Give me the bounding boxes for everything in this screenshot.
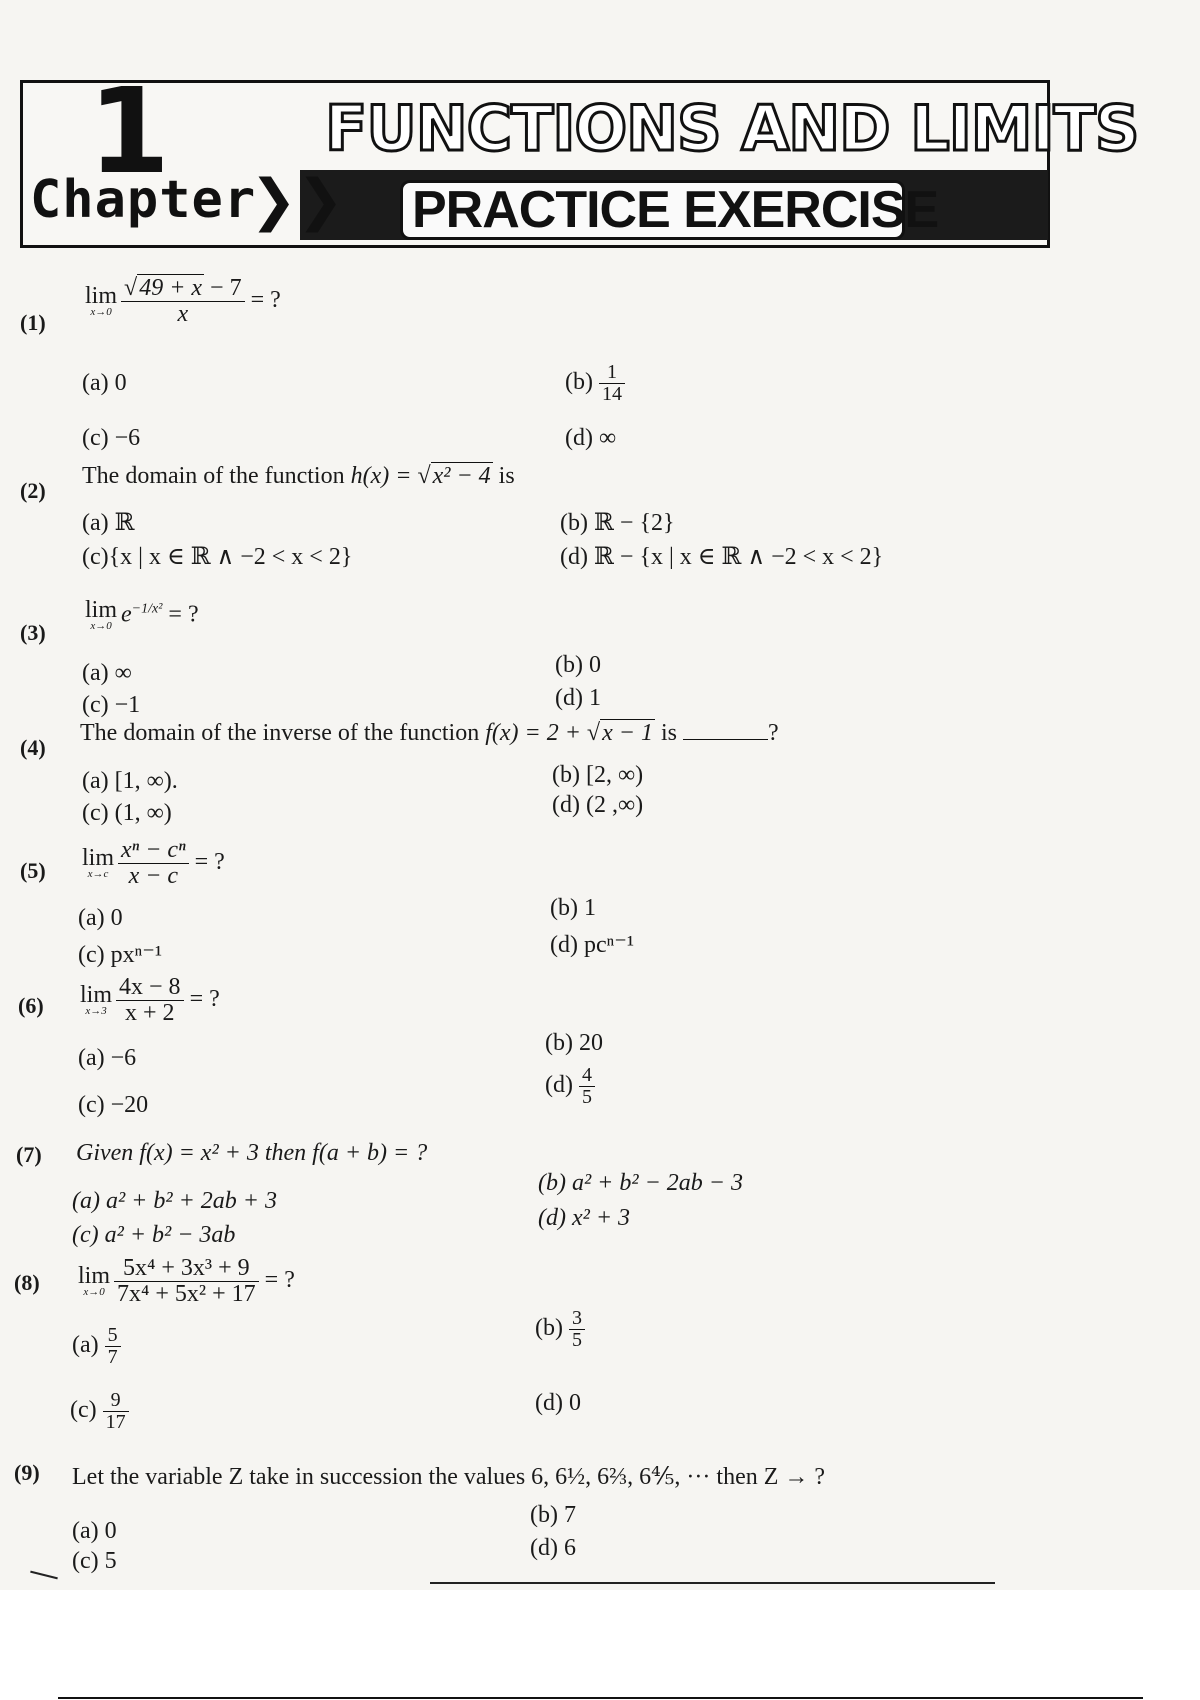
option-d[interactable]: (d) 0	[535, 1390, 581, 1416]
option-d[interactable]: (d) ℝ − {x | x ∈ ℝ ∧ −2 < x < 2}	[560, 544, 884, 570]
question-number: (5)	[20, 858, 46, 883]
option-c[interactable]: (c) −6	[82, 425, 141, 451]
option-d[interactable]: (d) ∞	[565, 425, 617, 451]
blank-area	[0, 1590, 1200, 1700]
option-a[interactable]: (a) [1, ∞).	[82, 768, 178, 794]
option-c[interactable]: (c){x | x ∈ ℝ ∧ −2 < x < 2}	[82, 544, 353, 570]
question-9-stem: Let the variable Z take in succession the values 6, 6½, 6⅔, 6⅘, ··· then Z → ?	[72, 1464, 826, 1490]
option-b[interactable]: (b) $\frac{1}{14}$	[565, 362, 625, 405]
chapter-number: 1	[88, 62, 171, 200]
option-a[interactable]: (a) 0	[72, 1518, 117, 1544]
option-a[interactable]: (a) 0	[78, 905, 123, 931]
option-a[interactable]: (a) ∞	[82, 660, 132, 686]
question-number: (9)	[14, 1460, 40, 1485]
question-number: (1)	[20, 310, 46, 335]
chapter-subtitle: PRACTICE EXERCISE	[412, 181, 939, 239]
option-a[interactable]: (a) −6	[78, 1045, 137, 1071]
question-7-stem: Given f(x) = x² + 3 then f(a + b) = ?	[76, 1140, 428, 1166]
option-d[interactable]: (d) pcⁿ⁻¹	[550, 932, 635, 958]
option-d[interactable]: (d) 1	[555, 685, 601, 711]
question-number: (7)	[16, 1142, 42, 1167]
option-d[interactable]: (d) $\frac{4}{5}$	[545, 1065, 595, 1108]
question-1-stem: lim x→0 $\frac{√49 + x - 7}{x}$ = ?	[85, 275, 281, 328]
chevron-double-icon: ❯❯	[250, 168, 344, 233]
question-5-stem: lim x→c $\frac{\text{xⁿ − cⁿ}}{x - c}$ = ?	[82, 837, 225, 890]
option-b[interactable]: (b) 7	[530, 1502, 576, 1528]
question-number: (2)	[20, 478, 46, 503]
question-4-stem: The domain of the inverse of the function f(x) = 2 + √x − 1 is ?	[80, 720, 779, 746]
option-b[interactable]: (b) ℝ − {2}	[560, 510, 675, 536]
question-6-stem: lim x→3 $\frac{4x - 8}{x + 2}$ = ?	[80, 974, 220, 1027]
question-3-stem: lim x→0 $e^{-1/x^2}$ = ?	[85, 597, 199, 632]
option-d[interactable]: (d) (2 ,∞)	[552, 792, 644, 818]
option-c[interactable]: (c) $\frac{9}{17}$	[70, 1390, 129, 1433]
option-d[interactable]: (d) x² + 3	[538, 1205, 631, 1231]
option-b[interactable]: (b) 20	[545, 1030, 603, 1056]
option-a[interactable]: (a) 0	[82, 370, 127, 396]
page-rule	[430, 1582, 995, 1584]
option-c[interactable]: (c) −1	[82, 692, 141, 718]
option-a[interactable]: (a) ℝ	[82, 510, 135, 536]
option-b[interactable]: (b) a² + b² − 2ab − 3	[538, 1170, 743, 1196]
option-c[interactable]: (c) 5	[72, 1548, 117, 1574]
question-number: (6)	[18, 993, 44, 1018]
chapter-title: FUNCTIONS AND LIMITS	[325, 92, 1139, 165]
question-number: (8)	[14, 1270, 40, 1295]
option-a[interactable]: (a) a² + b² + 2ab + 3	[72, 1188, 277, 1214]
question-2-stem: The domain of the function h(x) = √x² − 4 is	[82, 463, 515, 489]
question-number: (4)	[20, 735, 46, 760]
question-8-stem: lim x→0 $\frac{\text{5x⁴ + 3x³ + 9}}{\text{7x⁴ + 5x² + 17}}$ = ?	[78, 1255, 295, 1308]
option-b[interactable]: (b) 0	[555, 652, 601, 678]
bottom-rule	[58, 1697, 1143, 1699]
option-c[interactable]: (c) pxⁿ⁻¹	[78, 942, 163, 968]
option-b[interactable]: (b) [2, ∞)	[552, 762, 644, 788]
option-c[interactable]: (c) a² + b² − 3ab	[72, 1222, 236, 1248]
option-c[interactable]: (c) −20	[78, 1092, 149, 1118]
option-b[interactable]: (b) 1	[550, 895, 596, 921]
option-d[interactable]: (d) 6	[530, 1535, 576, 1561]
option-b[interactable]: (b) $\frac{3}{5}$	[535, 1308, 585, 1351]
answer-blank	[683, 739, 768, 740]
option-a[interactable]: (a) $\frac{5}{7}$	[72, 1325, 121, 1368]
question-number: (3)	[20, 620, 46, 645]
option-c[interactable]: (c) (1, ∞)	[82, 800, 172, 826]
chapter-word: Chapter	[30, 170, 257, 230]
